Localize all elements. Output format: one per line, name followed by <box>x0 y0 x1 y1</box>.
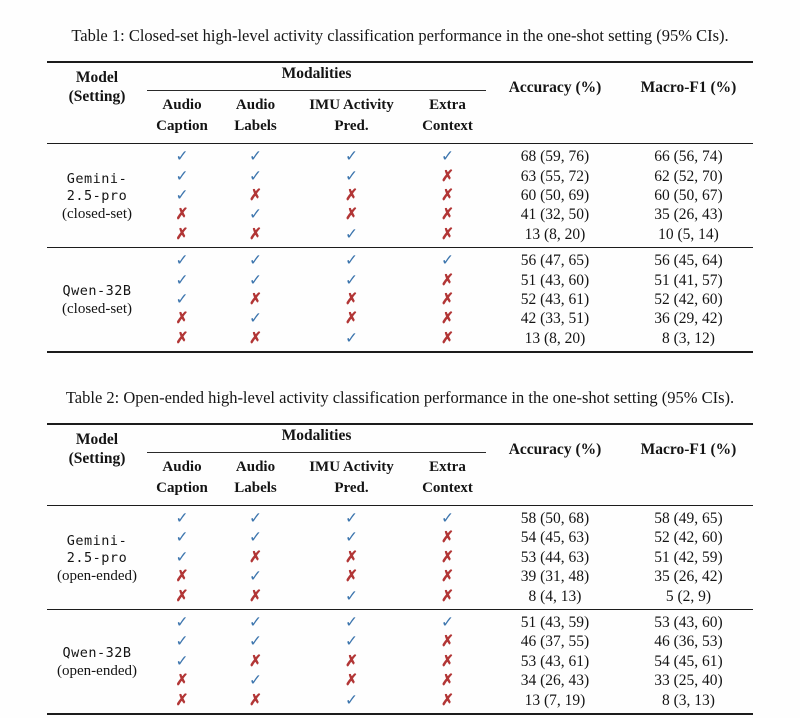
macro-f1-value: 53 (43, 60) <box>654 614 723 632</box>
check-icon: ✓ <box>345 614 358 632</box>
macro-f1-value: 5 (2, 9) <box>665 587 712 605</box>
cross-icon: ✗ <box>175 225 189 243</box>
check-icon: ✓ <box>249 568 262 586</box>
accuracy-value: 63 (55, 72) <box>520 167 590 185</box>
cross-icon: ✗ <box>249 652 262 670</box>
check-icon: ✓ <box>249 614 262 632</box>
accuracy-value: 13 (7, 19) <box>524 691 586 709</box>
model-setting-cell <box>47 505 147 609</box>
table-row <box>47 247 753 270</box>
table1-group-qwen <box>47 247 753 351</box>
macro-f1-value: 51 (41, 57) <box>654 271 723 289</box>
cross-icon: ✗ <box>441 290 454 308</box>
accuracy-value: 68 (59, 76) <box>520 148 590 166</box>
check-icon: ✓ <box>345 271 358 289</box>
table-row <box>47 505 753 528</box>
col-header-extra-context: Extra Context <box>422 458 473 496</box>
cross-icon: ✗ <box>441 186 454 204</box>
model-header-label: Model <box>75 430 119 448</box>
cross-icon: ✗ <box>345 652 358 670</box>
table1-caption: Table 1: Closed-set high-level activity classification performance in the one-shot setting (95% CIs). <box>71 26 729 45</box>
table2-group-gemini <box>47 505 753 609</box>
model-name: Gemini- <box>66 170 128 187</box>
macro-f1-value: 35 (26, 42) <box>654 568 723 586</box>
macro-f1-value: 56 (45, 64) <box>654 252 723 270</box>
check-icon: ✓ <box>345 252 358 270</box>
cross-icon: ✗ <box>345 548 358 566</box>
accuracy-value: 51 (43, 59) <box>520 614 590 632</box>
model-setting-cell <box>47 609 147 713</box>
cross-icon: ✗ <box>345 568 358 586</box>
accuracy-value: 41 (32, 50) <box>520 206 590 224</box>
cross-icon: ✗ <box>175 587 189 605</box>
check-icon: ✓ <box>175 290 189 308</box>
cross-icon: ✗ <box>249 691 262 709</box>
check-icon: ✓ <box>249 633 262 651</box>
check-icon: ✓ <box>345 329 358 347</box>
model-setting-cell <box>47 247 147 351</box>
col-group-header-modalities: Modalities <box>147 62 486 91</box>
col-header-accuracy: Accuracy (%) <box>508 440 602 458</box>
accuracy-value: 53 (43, 61) <box>520 652 590 670</box>
macro-f1-value: 36 (29, 42) <box>654 310 723 328</box>
cross-icon: ✗ <box>441 271 454 289</box>
table-row <box>47 290 753 309</box>
check-icon: ✓ <box>441 510 454 528</box>
accuracy-value: 60 (50, 69) <box>520 186 590 204</box>
col-header-model-setting <box>47 424 147 506</box>
accuracy-value: 13 (8, 20) <box>524 225 586 243</box>
model-setting: (open-ended) <box>57 567 137 584</box>
cross-icon: ✗ <box>249 329 262 347</box>
cross-icon: ✗ <box>441 225 454 243</box>
cross-icon: ✗ <box>441 329 454 347</box>
cross-icon: ✗ <box>441 167 454 185</box>
col-header-imu-activity-pred: IMU Activity Pred. <box>309 97 394 134</box>
cross-icon: ✗ <box>175 329 189 347</box>
table-row <box>47 609 753 632</box>
cross-icon: ✗ <box>345 186 358 204</box>
model-setting: (open-ended) <box>57 663 137 680</box>
table1-group-gemini <box>47 144 753 248</box>
check-icon: ✓ <box>249 510 262 528</box>
accuracy-value: 52 (43, 61) <box>520 290 590 308</box>
macro-f1-value: 33 (25, 40) <box>654 672 723 690</box>
col-header-extra-context: Extra Context <box>422 97 473 134</box>
model-setting-cell <box>47 144 147 248</box>
check-icon: ✓ <box>345 587 358 605</box>
model-name: 2.5-pro <box>66 187 128 204</box>
check-icon: ✓ <box>345 167 358 185</box>
accuracy-value: 13 (8, 20) <box>524 329 586 347</box>
cross-icon: ✗ <box>249 290 262 308</box>
cross-icon: ✗ <box>441 633 454 651</box>
macro-f1-value: 8 (3, 12) <box>662 329 715 347</box>
model-name: Gemini- <box>66 532 128 549</box>
col-group-header-modalities: Modalities <box>147 424 486 453</box>
col-header-imu-activity-pred: IMU Activity Pred. <box>309 458 394 496</box>
model-name: 2.5-pro <box>66 549 128 566</box>
table2-header <box>47 424 753 506</box>
table-row <box>47 329 753 352</box>
check-icon: ✓ <box>345 633 358 651</box>
col-header-audio-caption: Audio Caption <box>156 97 208 134</box>
macro-f1-value: 8 (3, 13) <box>662 691 715 709</box>
cross-icon: ✗ <box>249 587 262 605</box>
cross-icon: ✗ <box>441 587 454 605</box>
cross-icon: ✗ <box>249 186 262 204</box>
check-icon: ✓ <box>175 614 189 632</box>
check-icon: ✓ <box>345 691 358 709</box>
table-row <box>47 567 753 586</box>
check-icon: ✓ <box>249 529 262 547</box>
check-icon: ✓ <box>249 206 262 224</box>
accuracy-value: 34 (26, 43) <box>520 672 590 690</box>
cross-icon: ✗ <box>345 672 358 690</box>
table-row <box>47 144 753 167</box>
check-icon: ✓ <box>175 252 189 270</box>
macro-f1-value: 52 (42, 60) <box>654 290 723 308</box>
table2-group-qwen <box>47 609 753 713</box>
macro-f1-value: 46 (36, 53) <box>654 633 723 651</box>
check-icon: ✓ <box>249 271 262 289</box>
macro-f1-value: 54 (45, 61) <box>654 652 723 670</box>
check-icon: ✓ <box>175 652 189 670</box>
col-header-audio-labels: Audio Labels <box>234 97 277 134</box>
cross-icon: ✗ <box>345 206 358 224</box>
check-icon: ✓ <box>175 548 189 566</box>
model-setting: (closed-set) <box>62 205 132 222</box>
accuracy-value: 42 (33, 51) <box>520 310 590 328</box>
cross-icon: ✗ <box>175 568 189 586</box>
accuracy-value: 46 (37, 55) <box>520 633 590 651</box>
check-icon: ✓ <box>249 310 262 328</box>
accuracy-value: 56 (47, 65) <box>520 252 590 270</box>
macro-f1-value: 52 (42, 60) <box>654 529 723 547</box>
accuracy-value: 8 (4, 13) <box>528 587 582 605</box>
check-icon: ✓ <box>441 252 454 270</box>
table-row <box>47 309 753 328</box>
check-icon: ✓ <box>175 167 189 185</box>
cross-icon: ✗ <box>175 310 189 328</box>
model-setting: (closed-set) <box>62 301 132 318</box>
macro-f1-value: 66 (56, 74) <box>654 148 723 166</box>
macro-f1-value: 60 (50, 67) <box>654 186 723 204</box>
cross-icon: ✗ <box>345 310 358 328</box>
cross-icon: ✗ <box>441 529 454 547</box>
check-icon: ✓ <box>249 672 262 690</box>
setting-header-label: (Setting) <box>68 88 126 105</box>
macro-f1-value: 58 (49, 65) <box>654 510 723 528</box>
check-icon: ✓ <box>175 529 189 547</box>
cross-icon: ✗ <box>249 548 262 566</box>
cross-icon: ✗ <box>441 548 454 566</box>
check-icon: ✓ <box>345 225 358 243</box>
cross-icon: ✗ <box>441 691 454 709</box>
col-header-audio-caption: Audio Caption <box>156 458 208 496</box>
cross-icon: ✗ <box>249 225 262 243</box>
table-row <box>47 225 753 248</box>
check-icon: ✓ <box>175 186 189 204</box>
macro-f1-value: 62 (52, 70) <box>654 167 723 185</box>
check-icon: ✓ <box>175 271 189 289</box>
col-header-audio-labels: Audio Labels <box>234 458 277 496</box>
check-icon: ✓ <box>441 148 454 166</box>
table1-closed-set <box>47 61 753 353</box>
check-icon: ✓ <box>175 633 189 651</box>
cross-icon: ✗ <box>441 310 454 328</box>
table-row <box>47 632 753 651</box>
check-icon: ✓ <box>345 148 358 166</box>
col-header-macro-f1: Macro-F1 (%) <box>640 79 737 96</box>
table-row <box>47 671 753 690</box>
check-icon: ✓ <box>345 529 358 547</box>
cross-icon: ✗ <box>175 691 189 709</box>
setting-header-label: (Setting) <box>68 449 126 467</box>
model-name: Qwen-32B <box>62 283 132 300</box>
cross-icon: ✗ <box>441 672 454 690</box>
cross-icon: ✗ <box>441 652 454 670</box>
check-icon: ✓ <box>249 148 262 166</box>
table-row <box>47 690 753 713</box>
accuracy-value: 58 (50, 68) <box>520 510 590 528</box>
macro-f1-value: 10 (5, 14) <box>658 225 719 243</box>
col-header-model-setting <box>47 62 147 144</box>
table-row <box>47 205 753 224</box>
table2-caption: Table 2: Open-ended high-level activity classification performance in the one-shot setting (95% CIs). <box>65 387 735 407</box>
check-icon: ✓ <box>249 252 262 270</box>
accuracy-value: 39 (31, 48) <box>520 568 590 586</box>
accuracy-value: 53 (44, 63) <box>520 548 590 566</box>
table-row <box>47 270 753 289</box>
table-row <box>47 528 753 547</box>
table-row <box>47 586 753 609</box>
cross-icon: ✗ <box>345 290 358 308</box>
model-header-label: Model <box>75 69 119 86</box>
table2-open-ended <box>47 423 753 715</box>
check-icon: ✓ <box>175 510 189 528</box>
cross-icon: ✗ <box>175 672 189 690</box>
table-row <box>47 548 753 567</box>
col-header-accuracy: Accuracy (%) <box>508 79 602 96</box>
cross-icon: ✗ <box>441 568 454 586</box>
cross-icon: ✗ <box>175 206 189 224</box>
macro-f1-value: 35 (26, 43) <box>654 206 723 224</box>
table-row <box>47 166 753 185</box>
check-icon: ✓ <box>441 614 454 632</box>
model-name: Qwen-32B <box>62 645 132 662</box>
macro-f1-value: 51 (42, 59) <box>654 548 723 566</box>
table1-header <box>47 62 753 144</box>
check-icon: ✓ <box>345 510 358 528</box>
col-header-macro-f1: Macro-F1 (%) <box>640 440 737 458</box>
table-row <box>47 652 753 671</box>
check-icon: ✓ <box>175 148 189 166</box>
check-icon: ✓ <box>249 167 262 185</box>
accuracy-value: 51 (43, 60) <box>520 271 590 289</box>
accuracy-value: 54 (45, 63) <box>520 529 590 547</box>
table-row <box>47 186 753 205</box>
cross-icon: ✗ <box>441 206 454 224</box>
